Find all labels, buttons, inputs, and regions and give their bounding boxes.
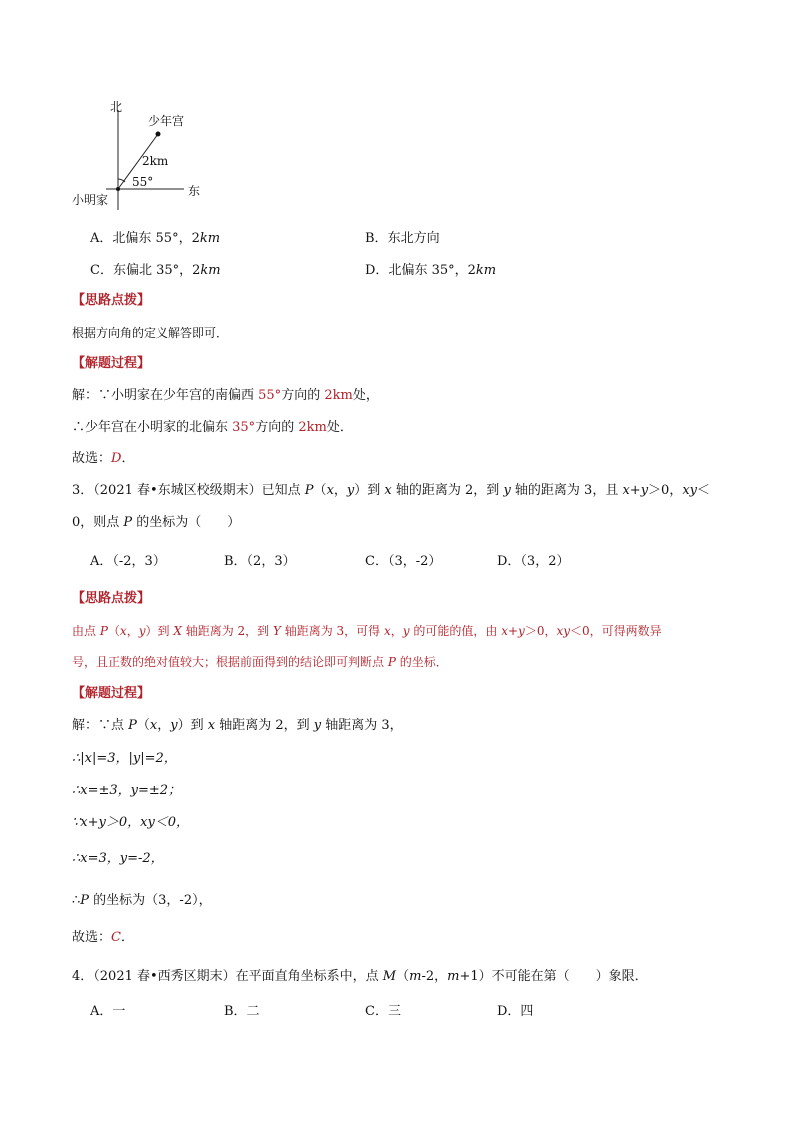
q2-option-c: C．东偏北 35°，2km (90, 263, 221, 278)
q3-option-a: A．（-2，3） (90, 554, 166, 569)
q4-option-d: D．四 (497, 1004, 534, 1019)
q4-option-b: B．二 (224, 1004, 260, 1019)
q3-solution-line-3: ∴x=±3，y=±2； (72, 783, 182, 798)
q4-option-c: C．三 (365, 1004, 401, 1019)
q2-option-a: A．北偏东 55°，2km (90, 231, 221, 246)
q2-answer: 故选：D． (72, 451, 135, 466)
q3-solution-line-6: ∴P 的坐标为（3，-2）， (72, 893, 212, 908)
q3-hint-line-2: 号，且正数的绝对值较大；根据前面得到的结论即可判断点 P 的坐标． (72, 655, 448, 669)
angle-label: 55° (132, 175, 154, 189)
q2-hint-text: 根据方向角的定义解答即可． (72, 326, 229, 340)
distance-label: 2km (142, 154, 169, 168)
q3-hint-title: 【思路点拨】 (72, 591, 151, 606)
q3-stem-line-2: 0，则点 P 的坐标为（ ） (72, 515, 241, 530)
q4-option-a: A．一 (90, 1004, 126, 1019)
q3-option-c: C．（3，-2） (365, 554, 442, 569)
q3-solution-line-5: ∴x=3，y=-2， (72, 851, 164, 866)
q2-hint-title: 【思路点拨】 (72, 293, 151, 308)
q3-option-d: D．（3，2） (497, 554, 570, 569)
palace-label: 少年宫 (148, 114, 185, 128)
angle-arc (118, 179, 125, 182)
q3-hint-line-1: 由点 P（x，y）到 X 轴距离为 2，到 Y 轴距离为 3，可得 x，y 的可能的值，由 x+y＞0，xy＜0，可得两数异 (72, 624, 662, 638)
q2-solution-title: 【解题过程】 (72, 356, 151, 371)
q3-answer: 故选：C． (72, 930, 134, 945)
q3-solution-line-1: 解：∵点 P（x，y）到 x 轴距离为 2，到 y 轴距离为 3， (72, 718, 403, 733)
q2-solution-line-1: 解：∵小明家在少年宫的南偏西 55°方向的 2km处， (72, 388, 379, 403)
north-label: 北 (110, 100, 123, 114)
q2-option-b: B．东北方向 (365, 231, 440, 246)
q2-option-d: D．北偏东 35°，2km (365, 263, 497, 278)
q3-solution-title: 【解题过程】 (72, 686, 151, 701)
palace-point (156, 132, 161, 137)
q4-stem: 4．（2021 春•西秀区期末）在平面直角坐标系中，点 M（m-2，m+1）不可能在第（ ）象限． (72, 969, 648, 984)
direction-diagram (66, 96, 216, 216)
q3-solution-line-2: ∴|x|=3，|y|=2， (72, 751, 177, 766)
q2-solution-line-2: ∴少年宫在小明家的北偏东 35°方向的 2km处． (72, 420, 353, 435)
home-point (116, 187, 120, 191)
q3-option-b: B．（2，3） (224, 554, 296, 569)
q3-solution-line-4: ∵x+y＞0，xy＜0， (72, 815, 190, 830)
east-label: 东 (188, 184, 201, 198)
home-label: 小明家 (72, 193, 109, 207)
q3-stem-line-1: 3．（2021 春•东城区校级期末）已知点 P（x，y）到 x 轴的距离为 2，到 y 轴的距离为 3，且 x+y＞0，xy＜ (72, 483, 711, 498)
